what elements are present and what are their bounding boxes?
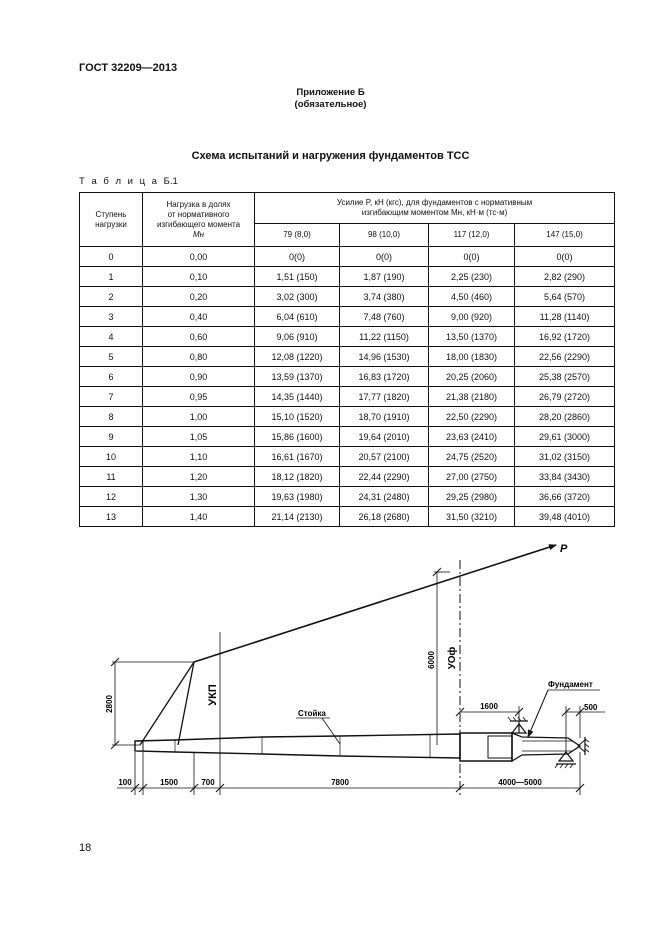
table-cell: 31,02 (3150) <box>515 447 615 467</box>
table-cell: 15,86 (1600) <box>255 427 340 447</box>
table-cell: 4,50 (460) <box>429 287 515 307</box>
table-cell: 24,31 (2480) <box>340 487 429 507</box>
table-cell: 21,14 (2130) <box>255 507 340 527</box>
table-cell: 0(0) <box>255 247 340 267</box>
table-cell: 4 <box>80 327 143 347</box>
table-cell: 9 <box>80 427 143 447</box>
table-cell: 0,95 <box>143 387 255 407</box>
table-cell: 13 <box>80 507 143 527</box>
table-cell: 2 <box>80 287 143 307</box>
table-cell: 11,22 (1150) <box>340 327 429 347</box>
dim-500-label: 500 <box>584 703 598 712</box>
table-cell: 0,20 <box>143 287 255 307</box>
table-cell: 22,50 (2290) <box>429 407 515 427</box>
table-caption-number: Б.1 <box>163 176 178 187</box>
table-cell: 11 <box>80 467 143 487</box>
yof-label: УОф <box>447 646 458 670</box>
table-cell: 1,40 <box>143 507 255 527</box>
table-cell: 5 <box>80 347 143 367</box>
header-force-line2: изгибающим моментом Mн, кН·м (тс·м) <box>361 208 508 217</box>
table-cell: 31,50 (3210) <box>429 507 515 527</box>
table-cell: 7,48 (760) <box>340 307 429 327</box>
pole-body <box>135 734 460 758</box>
table-cell: 0,40 <box>143 307 255 327</box>
table-cell: 1 <box>80 267 143 287</box>
annex-title: Приложение Б <box>296 87 365 98</box>
table-cell: 36,66 (3720) <box>515 487 615 507</box>
table-cell: 1,87 (190) <box>340 267 429 287</box>
table-cell: 26,18 (2680) <box>340 507 429 527</box>
table-cell: 33,84 (3430) <box>515 467 615 487</box>
table-cell: 12,08 (1220) <box>255 347 340 367</box>
table-cell: 0,00 <box>143 247 255 267</box>
header-load-line1: Нагрузка в долях <box>166 199 231 209</box>
section-title: Схема испытаний и нагружения фундаментов ТСС <box>191 150 470 162</box>
table-cell: 0(0) <box>515 247 615 267</box>
lower-support <box>559 752 573 761</box>
table-cell: 2,25 (230) <box>429 267 515 287</box>
table-cell: 13,50 (1370) <box>429 327 515 347</box>
table-cell: 18,00 (1830) <box>429 347 515 367</box>
table-cell: 7 <box>80 387 143 407</box>
header-sub-79: 79 (8,0) <box>255 224 340 247</box>
table-cell: 24,75 (2520) <box>429 447 515 467</box>
table-cell: 12 <box>80 487 143 507</box>
header-load-line3: изгибающего момента <box>156 219 241 229</box>
table-cell: 21,38 (2180) <box>429 387 515 407</box>
table-cell: 22,56 (2290) <box>515 347 615 367</box>
table-cell: 16,92 (1720) <box>515 327 615 347</box>
table-cell: 26,79 (2720) <box>515 387 615 407</box>
table-caption-label: Т а б л и ц а <box>79 176 159 187</box>
table-cell: 9,00 (920) <box>429 307 515 327</box>
dim-100-label: 100 <box>118 778 132 787</box>
table-cell: 10 <box>80 447 143 467</box>
force-label: P <box>560 543 568 555</box>
dim-1600-label: 1600 <box>480 702 498 711</box>
table-cell: 0 <box>80 247 143 267</box>
table-cell: 0,10 <box>143 267 255 287</box>
header-load-line2: от нормативного <box>167 209 230 219</box>
foundation-leader <box>528 690 548 737</box>
dim-6000-label: 6000 <box>427 651 436 669</box>
dim-2800-label: 2800 <box>105 695 114 713</box>
header-force-line1: Усилие P, кН (кгс), для фундаментов с нормативным <box>336 198 533 207</box>
header-sub-117: 117 (12,0) <box>429 224 515 247</box>
stoika-leader <box>322 718 340 744</box>
table-cell: 0,60 <box>143 327 255 347</box>
table-cell: 5,64 (570) <box>515 287 615 307</box>
table-cell: 1,00 <box>143 407 255 427</box>
table-cell: 1,51 (150) <box>255 267 340 287</box>
header-load-line4: Mн <box>192 229 205 239</box>
table-cell: 20,25 (2060) <box>429 367 515 387</box>
table-cell: 13,59 (1370) <box>255 367 340 387</box>
page-number: 18 <box>79 842 92 854</box>
table-cell: 3,74 (380) <box>340 287 429 307</box>
foundation-inner <box>488 736 512 758</box>
table-cell: 6,04 (610) <box>255 307 340 327</box>
table-cell: 20,57 (2100) <box>340 447 429 467</box>
table-cell: 14,96 (1530) <box>340 347 429 367</box>
table-cell: 11,28 (1140) <box>515 307 615 327</box>
table-cell: 6 <box>80 367 143 387</box>
table-cell: 14,35 (1440) <box>255 387 340 407</box>
table-cell: 19,63 (1980) <box>255 487 340 507</box>
table-cell: 1,10 <box>143 447 255 467</box>
table-cell: 9,06 (910) <box>255 327 340 347</box>
stoika-label: Стойка <box>298 709 326 718</box>
ykp-label: УКП <box>207 684 219 706</box>
table-cell: 15,10 (1520) <box>255 407 340 427</box>
table-cell: 27,00 (2750) <box>429 467 515 487</box>
table-cell: 25,38 (2570) <box>515 367 615 387</box>
table-cell: 18,70 (1910) <box>340 407 429 427</box>
table-cell: 1,20 <box>143 467 255 487</box>
dim-700-label: 700 <box>201 778 215 787</box>
table-cell: 0,80 <box>143 347 255 367</box>
table-cell: 18,12 (1820) <box>255 467 340 487</box>
table-cell: 17,77 (1820) <box>340 387 429 407</box>
foundation-label: Фундамент <box>548 680 593 689</box>
table-cell: 28,20 (2860) <box>515 407 615 427</box>
table-cell: 1,05 <box>143 427 255 447</box>
table-cell: 1,30 <box>143 487 255 507</box>
foundation-base <box>460 733 512 761</box>
header-sub-98: 98 (10,0) <box>340 224 429 247</box>
table-cell: 29,25 (2980) <box>429 487 515 507</box>
dim-7800-label: 7800 <box>331 778 349 787</box>
force-line <box>194 545 556 662</box>
table-cell: 39,48 (4010) <box>515 507 615 527</box>
table-cell: 2,82 (290) <box>515 267 615 287</box>
annex-status: (обязательное) <box>294 99 367 110</box>
header-sub-147: 147 (15,0) <box>515 224 615 247</box>
table-cell: 16,83 (1720) <box>340 367 429 387</box>
table-cell: 0(0) <box>429 247 515 267</box>
dim-1500-label: 1500 <box>160 778 178 787</box>
standard-header: ГОСТ 32209—2013 <box>79 62 178 74</box>
table-cell: 29,61 (3000) <box>515 427 615 447</box>
table-cell: 8 <box>80 407 143 427</box>
header-step-text: Ступень нагрузки <box>95 209 127 229</box>
table-cell: 3,02 (300) <box>255 287 340 307</box>
table-cell: 3 <box>80 307 143 327</box>
table-cell: 0(0) <box>340 247 429 267</box>
table-cell: 0,90 <box>143 367 255 387</box>
table-cell: 16,61 (1670) <box>255 447 340 467</box>
table-cell: 19,64 (2010) <box>340 427 429 447</box>
table-cell: 23,63 (2410) <box>429 427 515 447</box>
dim-4000-5000-label: 4000—5000 <box>498 778 542 787</box>
table-cell: 22,44 (2290) <box>340 467 429 487</box>
